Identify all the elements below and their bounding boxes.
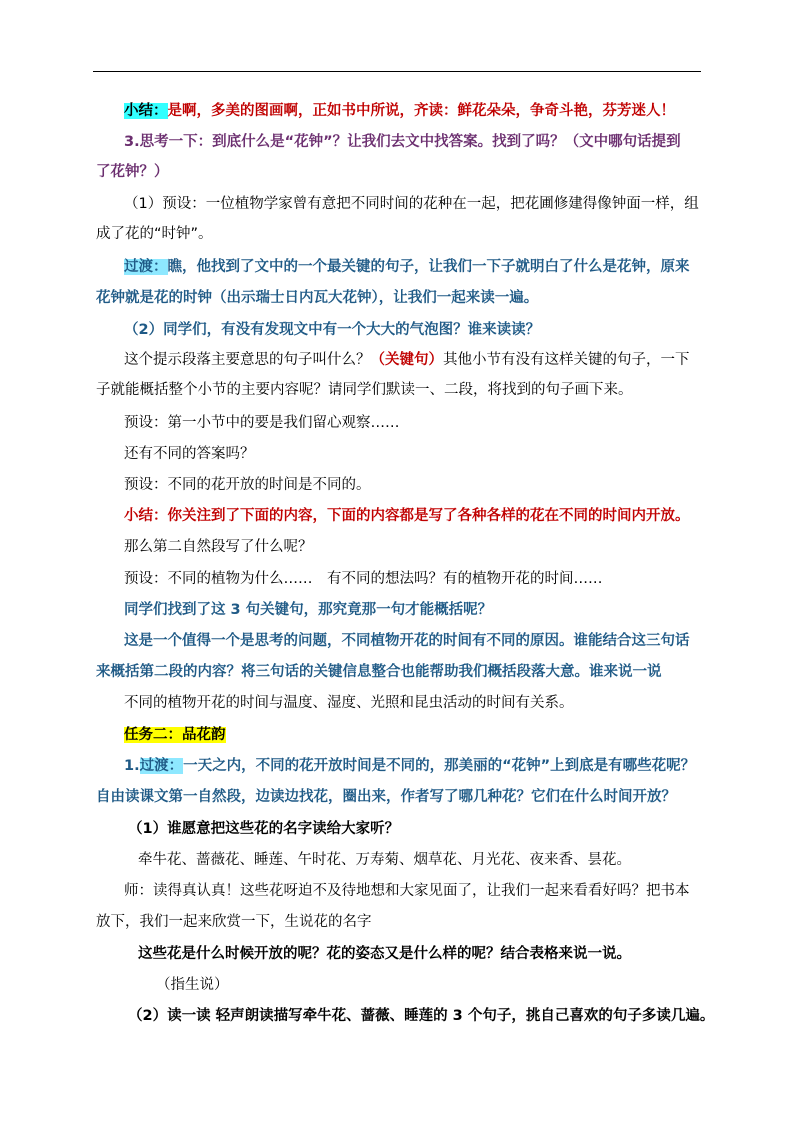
transition-2-text-a: 一天之内，不同的花开放时间是不同的，那美丽的“花钟”上到底是有哪些花呢？: [183, 758, 696, 774]
header-rule: [93, 71, 701, 72]
thinking-line-a: 这是一个值得一个是思考的问题，不同植物开花的时间有不同的原因。谁能结合这三句话: [124, 633, 690, 649]
preset-2-line: 预设：第一小节中的要是我们留心观察……: [124, 415, 400, 431]
key-sentence-text-1: 这个提示段落主要意思的句子叫什么？: [124, 352, 371, 368]
preset-1-line-b: 成了花的“时钟”。: [96, 226, 213, 242]
read-aloud-line: （2）读一读 轻声朗读描写牵牛花、蔷薇、睡莲的 3 个句子，挑自己喜欢的句子多读几遍。: [128, 1008, 715, 1024]
table-question-line: 这些花是什么时候开放的呢？花的姿态又是什么样的呢？结合表格来说一说。: [138, 946, 631, 962]
transition-line-b: 花钟就是花的时钟（出示瑞士日内瓦大花钟），让我们一起来读一遍。: [96, 290, 539, 306]
key-sentence-term: （关键句）: [370, 352, 443, 368]
key-sentence-line-a: [124, 350, 734, 370]
item-number: 1.: [124, 758, 140, 774]
teacher-line-a: 师：读得真认真！这些花呀迫不及待地想和大家见面了，让我们一起来看看好吗？把书本: [124, 883, 690, 899]
question-3-line-b: 了花钟？）: [96, 164, 169, 180]
other-answer-line: 还有不同的答案吗？: [124, 446, 255, 462]
student-says-line: （指生说）: [156, 977, 229, 993]
key-sentence-line-b: 子就能概括整个小节的主要内容呢？请同学们默读一、二段，将找到的句子画下来。: [96, 382, 633, 398]
teacher-line-b: 放下，我们一起来欣赏一下，生说花的名字: [96, 914, 372, 930]
preset-1-line-a: （1）预设：一位植物学家曾有意把不同时间的花种在一起，把花圃修建得像钟面一样，组: [124, 196, 699, 212]
three-sentences-line: 同学们找到了这 3 句关键句，那究竟那一句才能概括呢？: [124, 602, 493, 618]
preset-4-line: 预设：不同的植物为什么…… 有不同的想法吗？有的植物开花的时间……: [124, 571, 603, 587]
summary-line-1: [124, 101, 734, 121]
transition-label: 过渡：: [124, 259, 168, 275]
transition-2-line-b: 自由读课文第一自然段，边读边找花，圈出来，作者写了哪几种花？它们在什么时间开放？: [96, 789, 676, 805]
answer-line: 不同的植物开花的时间与温度、湿度、光照和昆虫活动的时间有关系。: [124, 695, 574, 711]
summary-label: 小结：: [124, 103, 168, 119]
question-3-line-a: 3.思考一下：到底什么是“花钟”？让我们去文中找答案。找到了吗？（文中哪句话提到: [124, 134, 681, 150]
question-2-line: （2）同学们，有没有发现文中有一个大大的气泡图？谁来读读？: [124, 322, 541, 338]
task-2-title: 任务二：品花韵: [124, 727, 226, 743]
thinking-line-b: 来概括第二段的内容？将三句话的关键信息整合也能帮助我们概括段落大意。谁来说一说: [96, 664, 662, 680]
paragraph-2-question: 那么第二自然段写了什么呢？: [124, 539, 313, 555]
transition-2-line-a: [124, 756, 734, 776]
transition-line-a: [124, 257, 734, 277]
flower-list-line: 牵牛花、蔷薇花、睡莲、午时花、万寿菊、烟草花、月光花、夜来香、昙花。: [138, 852, 631, 868]
summary-text: 是啊，多美的图画啊，正如书中所说，齐读：鲜花朵朵，争奇斗艳，芬芳迷人！: [167, 103, 675, 119]
key-sentence-text-2: 其他小节有没有这样关键的句子，一下: [443, 352, 690, 368]
summary-line-2: 小结：你关注到了下面的内容，下面的内容都是写了各种各样的花在不同的时间内开放。: [124, 508, 690, 524]
question-1-line: （1）谁愿意把这些花的名字读给大家听？: [128, 821, 400, 837]
transition-text-a: 瞧，他找到了文中的一个最关键的句子，让我们一下子就明白了什么是花钟，原来: [167, 259, 690, 275]
preset-3-line: 预设：不同的花开放的时间是不同的。: [124, 477, 371, 493]
task-2-heading: [124, 725, 734, 745]
transition-2-label: 过渡：: [139, 758, 184, 774]
